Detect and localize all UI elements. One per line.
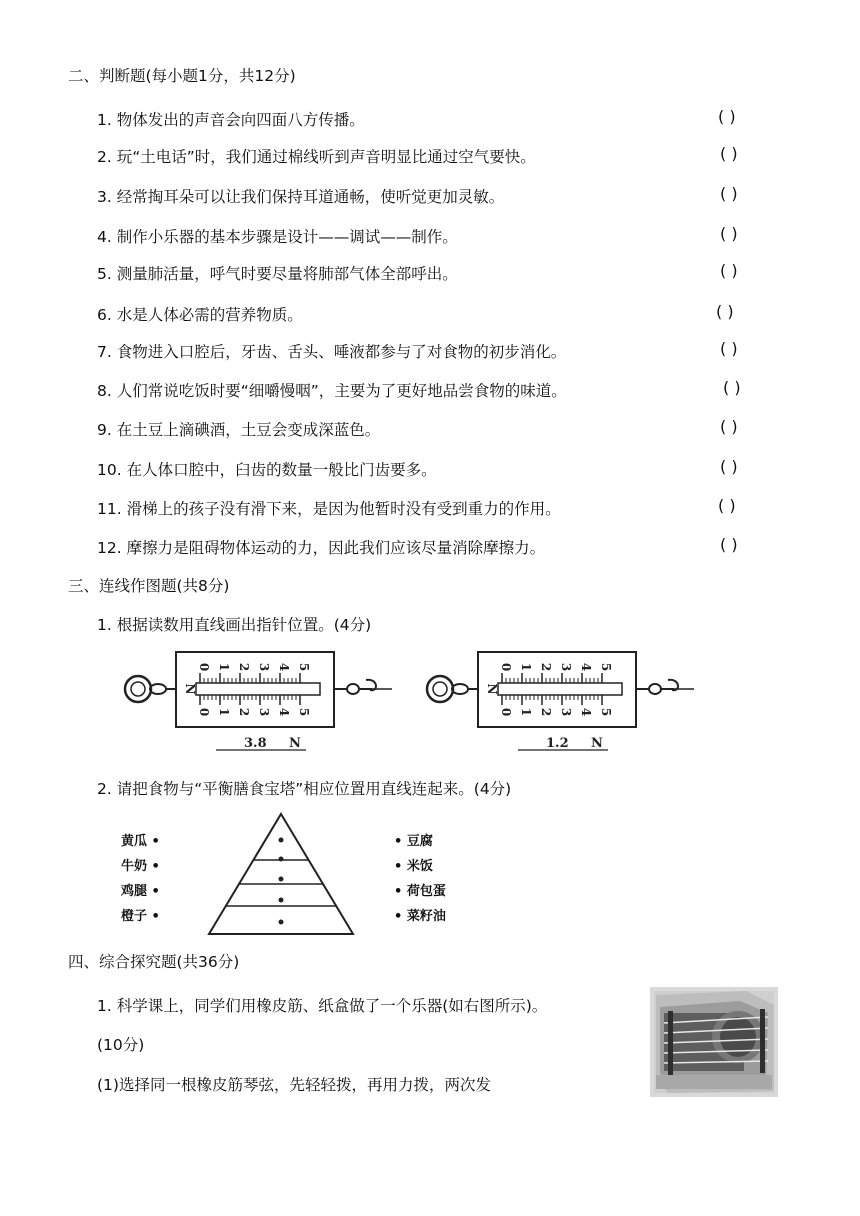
scale-number: 0 bbox=[197, 707, 211, 717]
list-item[interactable]: • 豆腐 bbox=[394, 834, 433, 849]
list-item: 5. 测量肺活量，呼气时要尽量将肺部气体全部呼出。 bbox=[97, 265, 458, 283]
scale-number: 0 bbox=[499, 707, 513, 717]
scale-number: 5 bbox=[297, 662, 311, 672]
reading-value: 3.8 bbox=[244, 736, 267, 751]
pyramid-dot[interactable] bbox=[279, 857, 284, 862]
rubber-band-instrument-photo bbox=[650, 987, 778, 1097]
scale-number: 2 bbox=[539, 662, 553, 672]
pyramid-dot[interactable] bbox=[279, 898, 284, 903]
scale-number: 1 bbox=[217, 662, 231, 672]
pyramid-dot[interactable] bbox=[279, 838, 284, 843]
section-3-title: 三、连线作图题(共8分) bbox=[68, 577, 230, 595]
scale-ticks-bottom bbox=[502, 695, 602, 705]
scale-number: 4 bbox=[579, 707, 593, 717]
section-4-title: 四、综合探究题(共36分) bbox=[68, 953, 240, 971]
list-item[interactable]: • 荷包蛋 bbox=[394, 884, 446, 899]
answer-blank[interactable]: ( ) bbox=[716, 302, 734, 321]
list-item: 1. 物体发出的声音会向四面八方传播。 bbox=[97, 111, 365, 129]
scale-number: 3 bbox=[559, 707, 573, 717]
question-4-1-score: (10分) bbox=[97, 1036, 145, 1054]
scale-number: 3 bbox=[257, 707, 271, 717]
reading-unit: N bbox=[289, 736, 301, 751]
reading-value: 1.2 bbox=[546, 736, 569, 751]
scale-number: 4 bbox=[579, 662, 593, 672]
list-item[interactable]: 鸡腿 • bbox=[121, 884, 160, 899]
list-item: 7. 食物进入口腔后，牙齿、舌头、唾液都参与了对食物的初步消化。 bbox=[97, 343, 567, 361]
list-item[interactable]: • 菜籽油 bbox=[394, 909, 446, 924]
answer-blank[interactable]: ( ) bbox=[723, 378, 741, 397]
answer-blank[interactable]: ( ) bbox=[720, 457, 738, 476]
scale-number: 1 bbox=[217, 707, 231, 717]
pyramid-dot[interactable] bbox=[279, 877, 284, 882]
section-2-title: 二、判断题(每小题1分，共12分) bbox=[68, 67, 296, 85]
scale-number: 0 bbox=[197, 662, 211, 672]
answer-blank[interactable]: ( ) bbox=[720, 339, 738, 358]
scale-number: 2 bbox=[237, 707, 251, 717]
scale-ticks-top bbox=[200, 673, 300, 683]
answer-blank[interactable]: ( ) bbox=[720, 261, 738, 280]
scale-number: 5 bbox=[599, 662, 613, 672]
scale-ticks-bottom bbox=[200, 695, 300, 705]
answer-blank[interactable]: ( ) bbox=[720, 184, 738, 203]
list-item: 3. 经常掏耳朵可以让我们保持耳道通畅，使听觉更加灵敏。 bbox=[97, 188, 505, 206]
scale-unit: N bbox=[485, 683, 499, 695]
scale-number: 5 bbox=[297, 707, 311, 717]
scale-number: 3 bbox=[559, 662, 573, 672]
answer-blank[interactable]: ( ) bbox=[720, 144, 738, 163]
scale-number: 4 bbox=[277, 662, 291, 672]
list-item[interactable]: 黄瓜 • bbox=[121, 834, 160, 849]
answer-blank[interactable]: ( ) bbox=[720, 224, 738, 243]
list-item[interactable]: • 米饭 bbox=[394, 859, 433, 874]
scale-number: 0 bbox=[499, 662, 513, 672]
scale-number: 1 bbox=[519, 662, 533, 672]
spring-scale-2 bbox=[418, 646, 708, 766]
pyramid-dot[interactable] bbox=[279, 920, 284, 925]
list-item[interactable]: 牛奶 • bbox=[121, 859, 160, 874]
scale-unit: N bbox=[183, 683, 197, 695]
question-3-2: 2. 请把食物与“平衡膳食宝塔”相应位置用直线连起来。(4分) bbox=[97, 780, 512, 798]
list-item: 9. 在土豆上滴碘酒，土豆会变成深蓝色。 bbox=[97, 421, 381, 439]
spring-scale-1 bbox=[116, 646, 406, 766]
list-item: 12. 摩擦力是阻碍物体运动的力，因此我们应该尽量消除摩擦力。 bbox=[97, 539, 546, 557]
answer-blank[interactable]: ( ) bbox=[720, 417, 738, 436]
scale-number: 1 bbox=[519, 707, 533, 717]
reading-unit: N bbox=[591, 736, 603, 751]
answer-blank[interactable]: ( ) bbox=[718, 496, 736, 515]
list-item: 4. 制作小乐器的基本步骤是设计——调试——制作。 bbox=[97, 228, 458, 246]
question-3-1: 1. 根据读数用直线画出指针位置。(4分) bbox=[97, 616, 372, 634]
list-item: 8. 人们常说吃饭时要“细嚼慢咽”，主要为了更好地品尝食物的味道。 bbox=[97, 382, 567, 400]
list-item: 10. 在人体口腔中，臼齿的数量一般比门齿要多。 bbox=[97, 461, 437, 479]
question-4-1: 1. 科学课上，同学们用橡皮筋、纸盒做了一个乐器(如右图所示)。 bbox=[97, 997, 548, 1015]
list-item: 11. 滑梯上的孩子没有滑下来，是因为他暂时没有受到重力的作用。 bbox=[97, 500, 561, 518]
scale-number: 2 bbox=[237, 662, 251, 672]
food-pyramid bbox=[205, 810, 357, 938]
scale-number: 4 bbox=[277, 707, 291, 717]
answer-blank[interactable]: ( ) bbox=[718, 107, 736, 126]
scale-number: 3 bbox=[257, 662, 271, 672]
answer-blank[interactable]: ( ) bbox=[720, 535, 738, 554]
scale-number: 2 bbox=[539, 707, 553, 717]
scale-number: 5 bbox=[599, 707, 613, 717]
list-item: 2. 玩“土电话”时，我们通过棉线听到声音明显比通过空气要快。 bbox=[97, 148, 536, 166]
question-4-1-sub1: (1)选择同一根橡皮筋琴弦，先轻轻拨，再用力拨，两次发 bbox=[97, 1076, 491, 1094]
list-item: 6. 水是人体必需的营养物质。 bbox=[97, 306, 303, 324]
list-item[interactable]: 橙子 • bbox=[121, 909, 160, 924]
scale-ticks-top bbox=[502, 673, 602, 683]
